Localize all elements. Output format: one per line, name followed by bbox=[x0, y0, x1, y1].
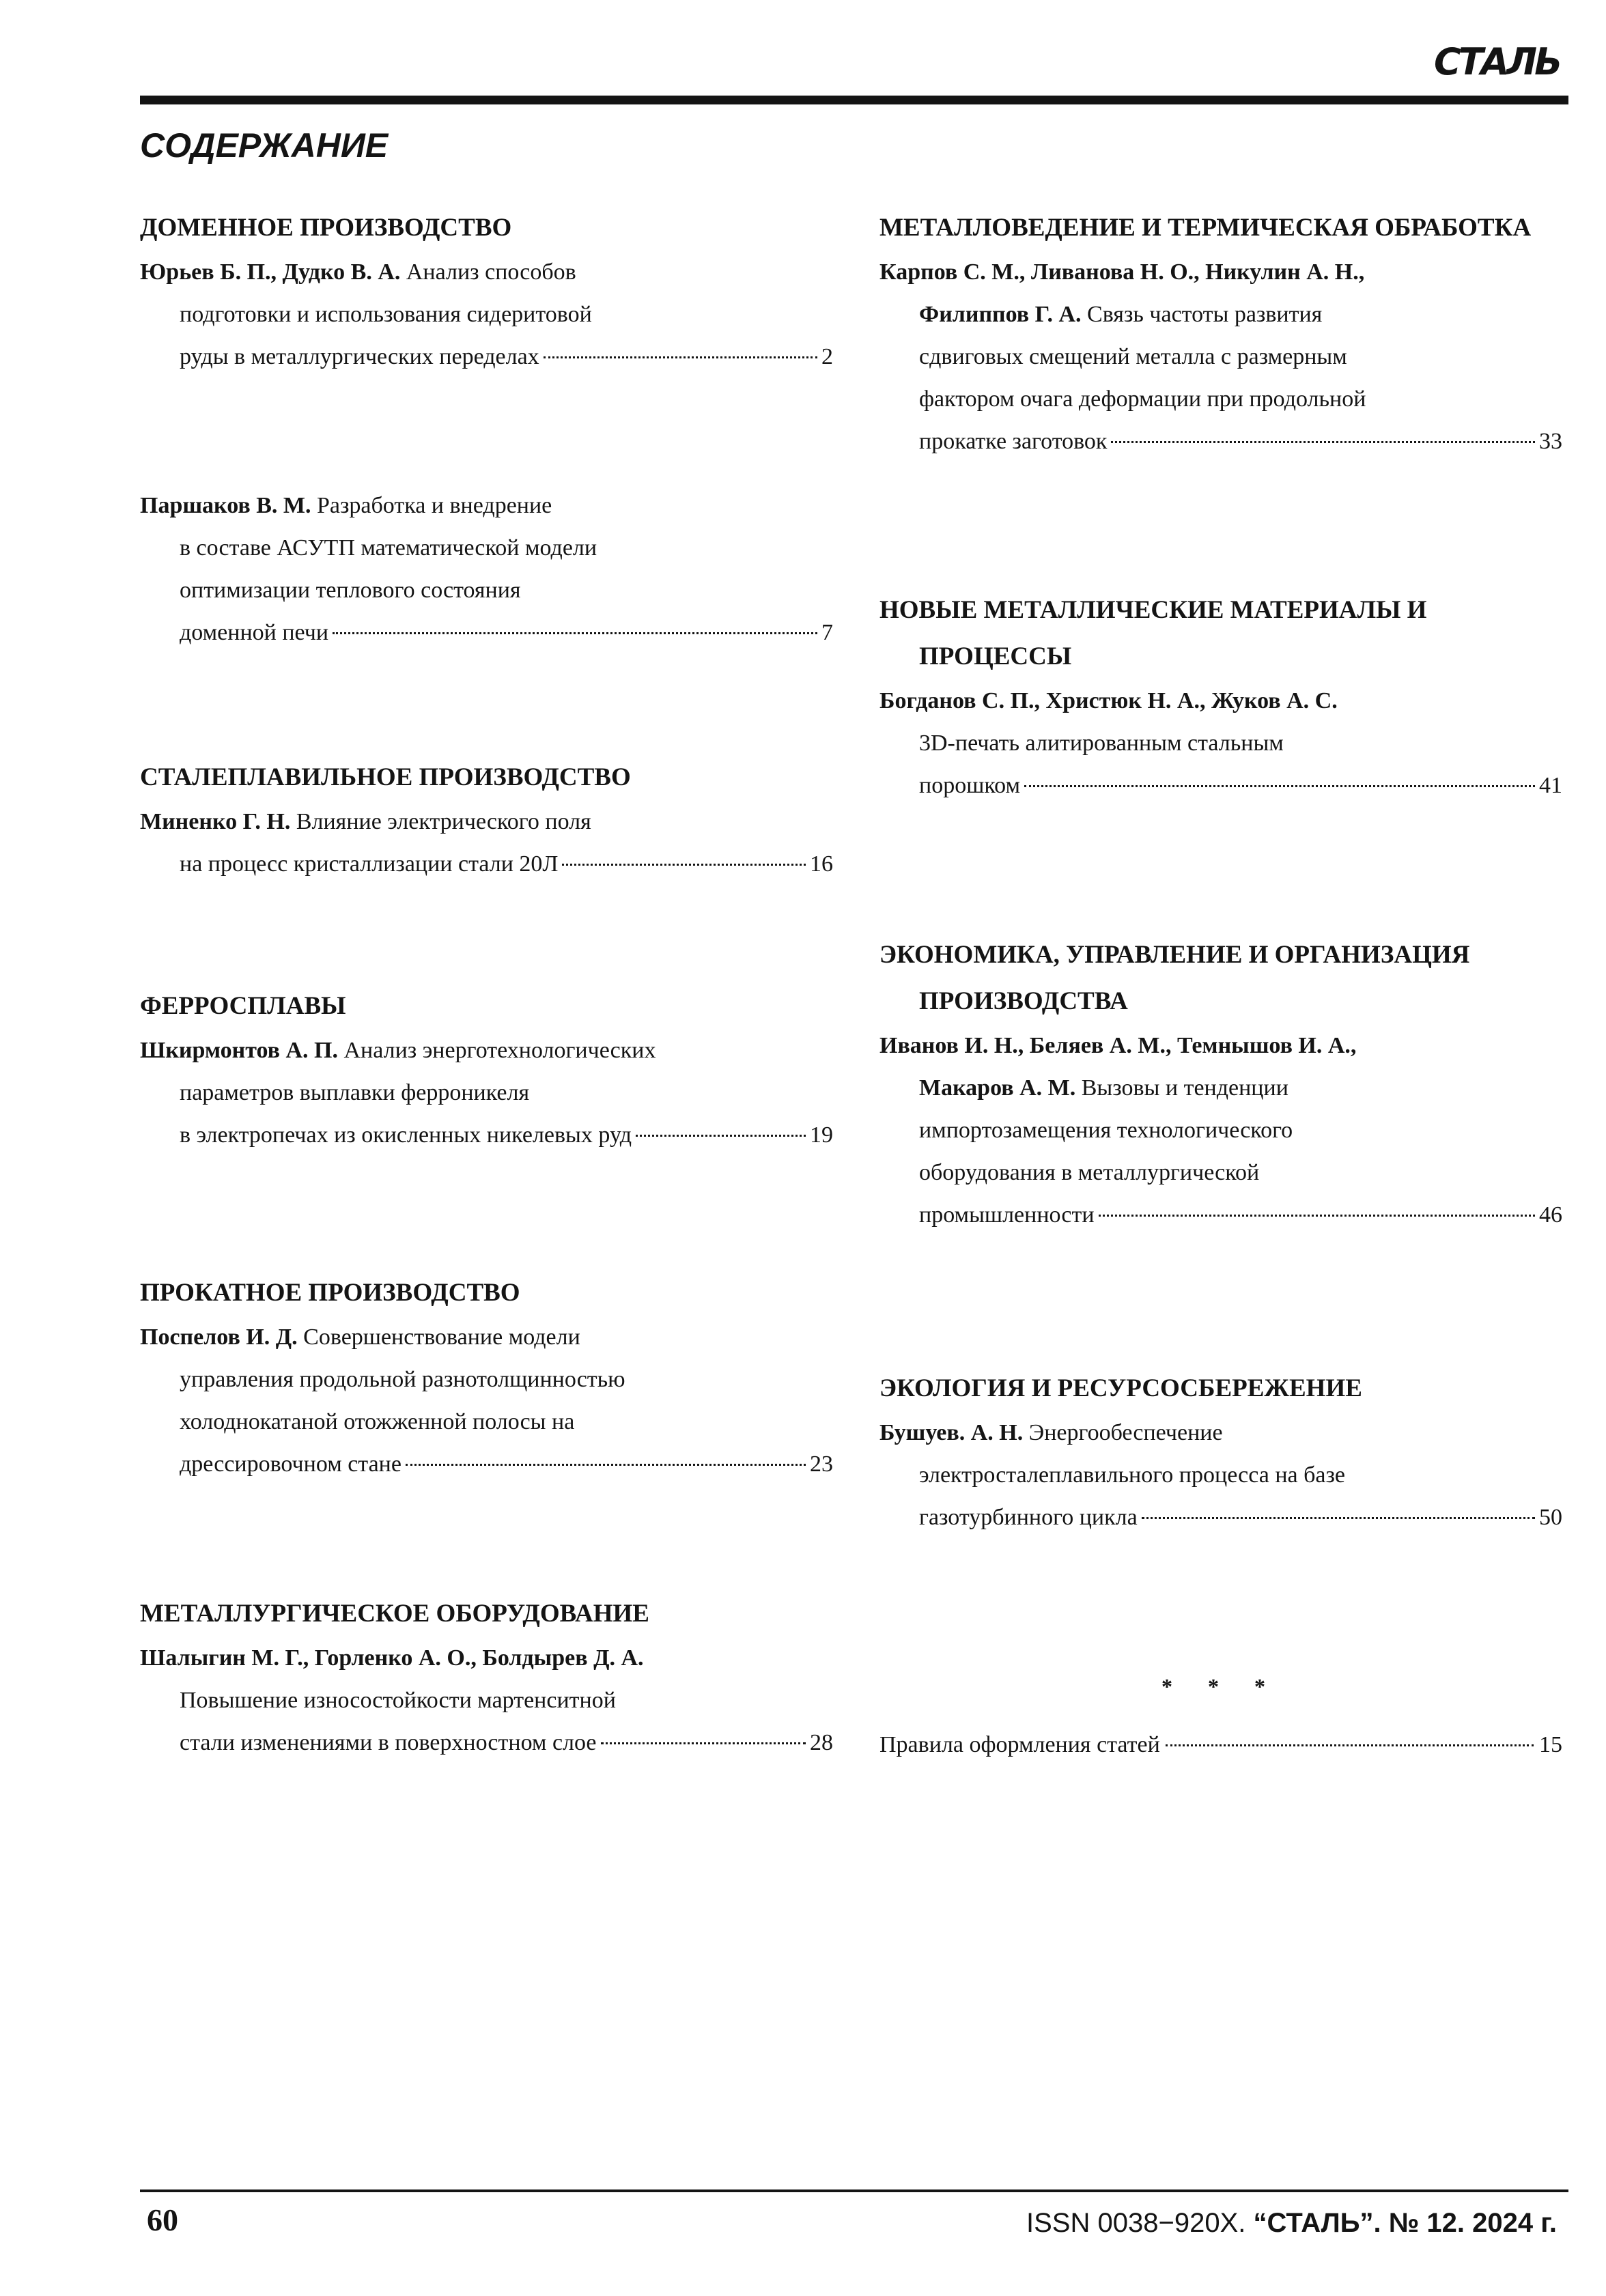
entry-page-number: 16 bbox=[810, 851, 833, 877]
entry-first-line bbox=[879, 1412, 1562, 1454]
entry-authors-cont: Филиппов Г. А. bbox=[919, 302, 1082, 327]
toc-entry[interactable] bbox=[140, 251, 833, 378]
entry-authors: Иванов И. Н., Беляев А. М., Темнышов И. А., bbox=[879, 1033, 1357, 1058]
dot-leader bbox=[562, 864, 806, 866]
toc-entry[interactable] bbox=[140, 1030, 833, 1157]
entry-title-start: Анализ энерготехнологических bbox=[337, 1038, 656, 1063]
entry-title: Правила оформления статей bbox=[879, 1732, 1160, 1757]
toc-section-metallurgy-heat-treatment bbox=[879, 205, 1562, 463]
section-title bbox=[140, 1591, 833, 1637]
entry-last-line bbox=[140, 1443, 833, 1486]
entry-title-line: оптимизации теплового состояния bbox=[180, 578, 521, 603]
entry-page-number: 50 bbox=[1539, 1505, 1562, 1530]
entry-title-start: Разработка и внедрение bbox=[311, 493, 552, 518]
entry-title-end: порошком bbox=[919, 773, 1021, 798]
entry-authors: Карпов С. М., Ливанова Н. О., Никулин А. Н., bbox=[879, 259, 1365, 285]
journal-name: “СТАЛЬ”. bbox=[1253, 2208, 1381, 2238]
entry-title-line: управления продольной разнотолщинностью bbox=[180, 1367, 625, 1392]
entry-last-line bbox=[140, 612, 833, 654]
dot-leader bbox=[636, 1135, 806, 1137]
entry-authors: Поспелов И. Д. bbox=[140, 1324, 298, 1350]
entry-title-end: в электропечах из окисленных никелевых руд bbox=[180, 1122, 632, 1148]
section-title-line: ПРОИЗВОДСТВА bbox=[919, 987, 1128, 1015]
toc-entry-author-guidelines[interactable] bbox=[879, 1724, 1562, 1766]
entry-page-number: 15 bbox=[1539, 1732, 1562, 1757]
entry-title-end: стали изменениями в поверхностном слое bbox=[180, 1730, 597, 1755]
toc-section-rolling bbox=[140, 1270, 833, 1486]
entry-last-line bbox=[140, 1722, 833, 1764]
entry-title-end: на процесс кристаллизации стали 20Л bbox=[180, 851, 559, 877]
issue-info: № 12. 2024 г. bbox=[1381, 2208, 1557, 2238]
entry-title-end: промышленности bbox=[919, 1202, 1095, 1228]
section-title-line: СТАЛЕПЛАВИЛЬНОЕ ПРОИЗВОДСТВО bbox=[140, 763, 631, 791]
entry-last-line bbox=[140, 336, 833, 378]
toc-section-steelmaking bbox=[140, 754, 833, 885]
journal-logo: СТАЛЬ bbox=[1434, 40, 1560, 83]
entry-title-line: оборудования в металлургической bbox=[919, 1160, 1260, 1185]
entry-page-number: 41 bbox=[1539, 773, 1562, 798]
issn-text: ISSN 0038−920X. bbox=[1026, 2208, 1254, 2238]
entry-first-line bbox=[140, 1316, 833, 1359]
entry-title-end: руды в металлургических переделах bbox=[180, 344, 539, 369]
section-title-line: МЕТАЛЛОВЕДЕНИЕ И ТЕРМИЧЕСКАЯ ОБРАБОТКА bbox=[879, 214, 1532, 242]
entry-last-line bbox=[879, 765, 1562, 807]
entry-title-start: Вызовы и тенденции bbox=[1075, 1075, 1288, 1101]
toc-entry[interactable] bbox=[140, 1637, 833, 1764]
entry-page-number: 33 bbox=[1539, 429, 1562, 454]
entry-title-line: параметров выплавки ферроникеля bbox=[180, 1080, 530, 1105]
page-title: СОДЕРЖАНИЕ bbox=[140, 126, 389, 165]
entry-last-line bbox=[879, 421, 1562, 463]
toc-section-ferroalloys bbox=[140, 983, 833, 1157]
entry-first-line bbox=[140, 251, 833, 294]
entry-title-line: импортозамещения технологического bbox=[919, 1118, 1293, 1143]
footer-page-number: 60 bbox=[147, 2202, 178, 2237]
entry-first-line bbox=[879, 1067, 1562, 1109]
entry-title-line: электросталеплавильного процесса на базе bbox=[919, 1462, 1346, 1488]
dot-leader bbox=[544, 356, 817, 358]
dot-leader bbox=[1099, 1215, 1535, 1217]
section-title bbox=[140, 205, 833, 251]
entry-page-number: 23 bbox=[810, 1451, 833, 1477]
toc-section-economics bbox=[879, 932, 1562, 1236]
section-title bbox=[140, 983, 833, 1030]
entry-authors: Паршаков В. М. bbox=[140, 493, 311, 518]
dot-leader bbox=[1166, 1744, 1534, 1746]
entry-title-line: подготовки и использования сидеритовой bbox=[180, 302, 592, 327]
dot-leader bbox=[1024, 785, 1535, 787]
toc-entry[interactable] bbox=[879, 680, 1562, 807]
section-title bbox=[879, 932, 1562, 1025]
section-title-line: ФЕРРОСПЛАВЫ bbox=[140, 992, 346, 1020]
entry-authors: Шалыгин М. Г., Горленко А. О., Болдырев Д. А. bbox=[140, 1645, 644, 1671]
section-title bbox=[879, 1365, 1562, 1412]
toc-entry[interactable] bbox=[879, 1412, 1562, 1539]
dot-leader bbox=[333, 632, 817, 634]
entry-title-line: в составе АСУТП математической модели bbox=[180, 535, 597, 561]
section-title-line: НОВЫЕ МЕТАЛЛИЧЕСКИЕ МАТЕРИАЛЫ И bbox=[879, 596, 1427, 624]
entry-first-line bbox=[140, 801, 833, 843]
toc-entry[interactable] bbox=[879, 251, 1562, 463]
section-title-line: ЭКОНОМИКА, УПРАВЛЕНИЕ И ОРГАНИЗАЦИЯ bbox=[879, 941, 1470, 969]
entry-title-end: прокатке заготовок bbox=[919, 429, 1108, 454]
entry-authors: Бушуев. А. Н. bbox=[879, 1420, 1024, 1445]
entry-title-end: дрессировочном стане bbox=[180, 1451, 402, 1477]
section-title-line: ПРОЦЕССЫ bbox=[919, 642, 1072, 670]
footer-rule bbox=[140, 2189, 1568, 2192]
entry-page-number: 46 bbox=[1539, 1202, 1562, 1228]
footer-issn bbox=[1026, 2204, 1557, 2242]
entry-last-line bbox=[879, 1497, 1562, 1539]
toc-section-new-materials bbox=[879, 587, 1562, 807]
entry-title-start: Анализ способов bbox=[400, 259, 576, 285]
toc-entry[interactable] bbox=[140, 1316, 833, 1486]
entry-authors: Миненко Г. Н. bbox=[140, 809, 291, 834]
entry-title-start: Энергообеспечение bbox=[1023, 1420, 1223, 1445]
dot-leader bbox=[601, 1742, 806, 1744]
entry-last-line bbox=[140, 843, 833, 885]
entry-page-number: 19 bbox=[810, 1122, 833, 1148]
entry-page-number: 2 bbox=[821, 344, 833, 369]
toc-section-metallurgical-equipment bbox=[140, 1591, 833, 1764]
dot-leader bbox=[406, 1464, 806, 1466]
entry-title-line: сдвиговых смещений металла с размерным bbox=[919, 344, 1347, 369]
toc-entry[interactable] bbox=[140, 801, 833, 885]
section-title bbox=[140, 754, 833, 801]
section-title bbox=[879, 205, 1562, 251]
entry-title-line: фактором очага деформации при продольной bbox=[919, 386, 1366, 412]
entry-authors: Шкирмонтов А. П. bbox=[140, 1038, 338, 1063]
entry-first-line bbox=[879, 294, 1562, 336]
entry-title-line: Повышение износостойкости мартенситной bbox=[180, 1688, 616, 1713]
entry-authors: Юрьев Б. П., Дудко В. А. bbox=[140, 259, 401, 285]
header-rule bbox=[140, 96, 1568, 104]
toc-entry[interactable] bbox=[879, 1025, 1562, 1236]
entry-title-start: Влияние электрического поля bbox=[290, 809, 591, 834]
section-title bbox=[140, 1270, 833, 1316]
toc-entry[interactable] bbox=[140, 485, 833, 654]
entry-title-line: холоднокатаной отожженной полосы на bbox=[180, 1409, 575, 1434]
entry-authors: Богданов С. П., Христюк Н. А., Жуков А. С. bbox=[879, 688, 1338, 713]
entry-page-number: 7 bbox=[821, 620, 833, 645]
entry-first-line bbox=[140, 485, 833, 527]
section-title bbox=[879, 587, 1562, 680]
entry-title-end: газотурбинного цикла bbox=[919, 1505, 1138, 1530]
section-separator: * * * bbox=[1161, 1674, 1280, 1699]
toc-section-blast-furnace bbox=[140, 205, 833, 378]
section-title-line: ДОМЕННОЕ ПРОИЗВОДСТВО bbox=[140, 214, 512, 242]
section-title-line: МЕТАЛЛУРГИЧЕСКОЕ ОБОРУДОВАНИЕ bbox=[140, 1600, 649, 1628]
entry-authors-cont: Макаров А. М. bbox=[919, 1075, 1076, 1101]
entry-last-line bbox=[879, 1194, 1562, 1236]
section-title-line: ЭКОЛОГИЯ И РЕСУРСОСБЕРЕЖЕНИЕ bbox=[879, 1374, 1362, 1402]
entry-page-number: 28 bbox=[810, 1730, 833, 1755]
toc-section-ecology bbox=[879, 1365, 1562, 1539]
entry-last-line bbox=[140, 1114, 833, 1157]
section-title-line: ПРОКАТНОЕ ПРОИЗВОДСТВО bbox=[140, 1279, 520, 1307]
toc-section-blast-furnace-cont bbox=[140, 485, 833, 654]
entry-first-line bbox=[140, 1030, 833, 1072]
dot-leader bbox=[1111, 441, 1535, 443]
entry-title-start: Связь частоты развития bbox=[1081, 302, 1323, 327]
entry-title-start: Совершенствование модели bbox=[297, 1324, 580, 1350]
dot-leader bbox=[1142, 1517, 1535, 1519]
entry-title-line: 3D-печать алитированным стальным bbox=[919, 731, 1284, 756]
entry-title-end: доменной печи bbox=[180, 620, 329, 645]
